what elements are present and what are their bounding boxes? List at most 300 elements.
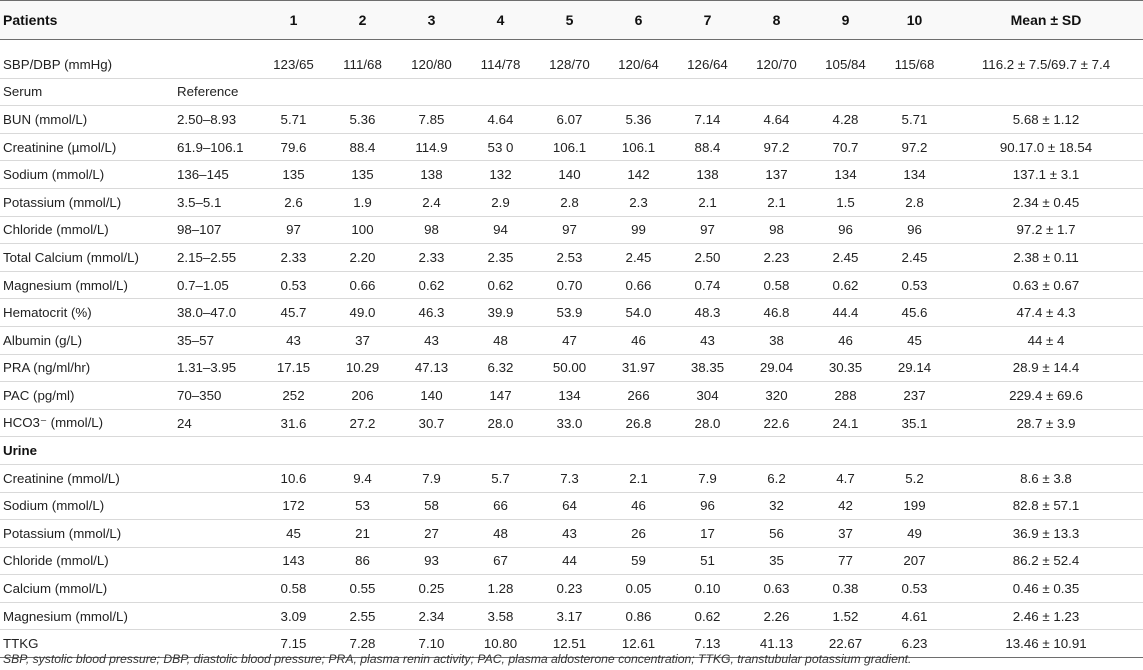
patient-3-value-cell: 7.9: [397, 464, 466, 492]
table-row: [0, 188, 1143, 216]
patient-2-value-cell: 2.20: [328, 244, 397, 272]
patient-10-value-cell: 5.2: [880, 464, 949, 492]
table-body: [0, 40, 1143, 658]
patient-1-value-cell: 252: [259, 382, 328, 410]
patient-9-value-cell: 46: [811, 326, 880, 354]
patient-7-value-cell: 97: [673, 216, 742, 244]
patient-7-value-cell: [673, 437, 742, 465]
reference-cell: [174, 602, 259, 630]
patient-1-value-cell: 45: [259, 520, 328, 548]
patient-7-value-cell: [673, 78, 742, 106]
patient-5-value-cell: 3.17: [535, 602, 604, 630]
patient-6-value-cell: [604, 78, 673, 106]
parameter-cell: Potassium (mmol/L): [0, 188, 174, 216]
patient-3-value-cell: [397, 437, 466, 465]
patient-5-value-cell: 6.07: [535, 106, 604, 134]
parameter-cell: PRA (ng/ml/hr): [0, 354, 174, 382]
patient-8-value-cell: 2.26: [742, 602, 811, 630]
patient-6-value-cell: 46: [604, 492, 673, 520]
reference-cell: 0.7–1.05: [174, 271, 259, 299]
patient-2-value-cell: 21: [328, 520, 397, 548]
patient-5-value-cell: 64: [535, 492, 604, 520]
patient-8-value-cell: 22.6: [742, 409, 811, 437]
patient-6-value-cell: 26.8: [604, 409, 673, 437]
header-cell-patient-7: 7: [673, 1, 742, 40]
patient-7-value-cell: 138: [673, 161, 742, 189]
patient-1-value-cell: 143: [259, 547, 328, 575]
patient-4-value-cell: 39.9: [466, 299, 535, 327]
patient-2-value-cell: [328, 437, 397, 465]
parameter-cell: Sodium (mmol/L): [0, 492, 174, 520]
mean-sd-cell: 116.2 ± 7.5/69.7 ± 7.4: [949, 40, 1143, 79]
patient-5-value-cell: 140: [535, 161, 604, 189]
patient-8-value-cell: 38: [742, 326, 811, 354]
table-header: [0, 1, 1143, 40]
patient-10-value-cell: 4.61: [880, 602, 949, 630]
table-row: [0, 326, 1143, 354]
patient-3-value-cell: 93: [397, 547, 466, 575]
reference-cell: [174, 575, 259, 603]
table-footnote: SBP, systolic blood pressure; DBP, diastolic blood pressure; PRA, plasma renin activity; PAC, plasma aldosterone concentration; TTKG, transtubular potassium gradient.: [3, 652, 912, 666]
patient-7-value-cell: 126/64: [673, 40, 742, 79]
patient-3-value-cell: 27: [397, 520, 466, 548]
patient-7-value-cell: 88.4: [673, 133, 742, 161]
patient-8-value-cell: 0.63: [742, 575, 811, 603]
patient-10-value-cell: 45: [880, 326, 949, 354]
patient-7-value-cell: 2.1: [673, 188, 742, 216]
patient-2-value-cell: 7.28: [328, 630, 397, 658]
mean-sd-cell: 0.46 ± 0.35: [949, 575, 1143, 603]
patient-8-value-cell: 35: [742, 547, 811, 575]
parameter-cell: SBP/DBP (mmHg): [0, 40, 174, 79]
header-cell-reference: [174, 1, 259, 40]
patient-5-value-cell: 7.3: [535, 464, 604, 492]
patient-1-value-cell: 17.15: [259, 354, 328, 382]
patient-9-value-cell: 0.38: [811, 575, 880, 603]
reference-cell: [174, 492, 259, 520]
mean-sd-cell: 86.2 ± 52.4: [949, 547, 1143, 575]
patient-10-value-cell: 115/68: [880, 40, 949, 79]
patient-8-value-cell: 97.2: [742, 133, 811, 161]
patient-6-value-cell: 2.3: [604, 188, 673, 216]
patient-5-value-cell: 33.0: [535, 409, 604, 437]
patient-5-value-cell: 2.53: [535, 244, 604, 272]
patient-6-value-cell: 59: [604, 547, 673, 575]
patient-7-value-cell: 48.3: [673, 299, 742, 327]
patient-9-value-cell: [811, 78, 880, 106]
patient-7-value-cell: 0.74: [673, 271, 742, 299]
patient-8-value-cell: 0.58: [742, 271, 811, 299]
patient-2-value-cell: 0.55: [328, 575, 397, 603]
patient-6-value-cell: 142: [604, 161, 673, 189]
patient-9-value-cell: 134: [811, 161, 880, 189]
patient-7-value-cell: 0.10: [673, 575, 742, 603]
patient-5-value-cell: 43: [535, 520, 604, 548]
patient-1-value-cell: 31.6: [259, 409, 328, 437]
patient-3-value-cell: 30.7: [397, 409, 466, 437]
patient-10-value-cell: 29.14: [880, 354, 949, 382]
header-cell-patients: Patients: [0, 1, 174, 40]
patient-2-value-cell: 88.4: [328, 133, 397, 161]
mean-sd-cell: [949, 78, 1143, 106]
table-row: [0, 602, 1143, 630]
mean-sd-cell: 28.7 ± 3.9: [949, 409, 1143, 437]
patient-8-value-cell: 137: [742, 161, 811, 189]
table-row: [0, 271, 1143, 299]
patient-6-value-cell: 2.1: [604, 464, 673, 492]
patient-8-value-cell: 41.13: [742, 630, 811, 658]
patient-9-value-cell: 22.67: [811, 630, 880, 658]
table-row: [0, 299, 1143, 327]
header-cell-patient-3: 3: [397, 1, 466, 40]
patient-10-value-cell: 0.53: [880, 271, 949, 299]
mean-sd-cell: 47.4 ± 4.3: [949, 299, 1143, 327]
patient-1-value-cell: 97: [259, 216, 328, 244]
table-row: [0, 437, 1143, 465]
table-row: [0, 547, 1143, 575]
patient-1-value-cell: 0.58: [259, 575, 328, 603]
patient-4-value-cell: 114/78: [466, 40, 535, 79]
patient-4-value-cell: 2.35: [466, 244, 535, 272]
parameter-cell: Albumin (g/L): [0, 326, 174, 354]
patient-8-value-cell: [742, 78, 811, 106]
patient-3-value-cell: 2.34: [397, 602, 466, 630]
patient-9-value-cell: 96: [811, 216, 880, 244]
patient-4-value-cell: [466, 437, 535, 465]
patient-3-value-cell: [397, 78, 466, 106]
table-row: [0, 409, 1143, 437]
patient-2-value-cell: 111/68: [328, 40, 397, 79]
patient-10-value-cell: 237: [880, 382, 949, 410]
patient-3-value-cell: 58: [397, 492, 466, 520]
patient-4-value-cell: 2.9: [466, 188, 535, 216]
patient-10-value-cell: 35.1: [880, 409, 949, 437]
patient-1-value-cell: 10.6: [259, 464, 328, 492]
header-cell-patient-2: 2: [328, 1, 397, 40]
patient-7-value-cell: 43: [673, 326, 742, 354]
patient-6-value-cell: 106.1: [604, 133, 673, 161]
reference-cell: 2.15–2.55: [174, 244, 259, 272]
patient-1-value-cell: 123/65: [259, 40, 328, 79]
patient-8-value-cell: 29.04: [742, 354, 811, 382]
patient-6-value-cell: [604, 437, 673, 465]
patient-8-value-cell: 4.64: [742, 106, 811, 134]
mean-sd-cell: 82.8 ± 57.1: [949, 492, 1143, 520]
reference-cell: [174, 40, 259, 79]
patient-5-value-cell: 0.23: [535, 575, 604, 603]
patient-3-value-cell: 2.4: [397, 188, 466, 216]
reference-cell: [174, 547, 259, 575]
mean-sd-cell: 90.17.0 ± 18.54: [949, 133, 1143, 161]
patient-6-value-cell: 54.0: [604, 299, 673, 327]
header-row: [0, 1, 1143, 40]
patient-4-value-cell: 48: [466, 326, 535, 354]
header-cell-mean-sd: Mean ± SD: [949, 1, 1143, 40]
mean-sd-cell: 229.4 ± 69.6: [949, 382, 1143, 410]
parameter-cell: Sodium (mmol/L): [0, 161, 174, 189]
table-row: [0, 492, 1143, 520]
patient-8-value-cell: 6.2: [742, 464, 811, 492]
table-row: [0, 133, 1143, 161]
patient-2-value-cell: 1.9: [328, 188, 397, 216]
patient-1-value-cell: 7.15: [259, 630, 328, 658]
patient-5-value-cell: 47: [535, 326, 604, 354]
patient-10-value-cell: 2.45: [880, 244, 949, 272]
patient-6-value-cell: 99: [604, 216, 673, 244]
patient-6-value-cell: 12.61: [604, 630, 673, 658]
patient-4-value-cell: 6.32: [466, 354, 535, 382]
parameter-cell: Total Calcium (mmol/L): [0, 244, 174, 272]
parameter-cell: Calcium (mmol/L): [0, 575, 174, 603]
reference-cell: 61.9–106.1: [174, 133, 259, 161]
patient-9-value-cell: 42: [811, 492, 880, 520]
patient-6-value-cell: 0.05: [604, 575, 673, 603]
patient-2-value-cell: 5.36: [328, 106, 397, 134]
patient-1-value-cell: 172: [259, 492, 328, 520]
mean-sd-cell: 28.9 ± 14.4: [949, 354, 1143, 382]
patient-7-value-cell: 28.0: [673, 409, 742, 437]
patient-7-value-cell: 7.14: [673, 106, 742, 134]
patient-2-value-cell: 37: [328, 326, 397, 354]
patient-9-value-cell: 105/84: [811, 40, 880, 79]
patient-5-value-cell: 12.51: [535, 630, 604, 658]
patient-2-value-cell: 9.4: [328, 464, 397, 492]
mean-sd-cell: 0.63 ± 0.67: [949, 271, 1143, 299]
patient-8-value-cell: 2.1: [742, 188, 811, 216]
patient-1-value-cell: [259, 78, 328, 106]
patient-1-value-cell: 45.7: [259, 299, 328, 327]
header-cell-patient-1: 1: [259, 1, 328, 40]
patient-2-value-cell: 10.29: [328, 354, 397, 382]
reference-cell: 98–107: [174, 216, 259, 244]
patient-9-value-cell: 24.1: [811, 409, 880, 437]
patient-10-value-cell: 5.71: [880, 106, 949, 134]
patient-1-value-cell: 0.53: [259, 271, 328, 299]
patient-4-value-cell: 4.64: [466, 106, 535, 134]
patient-3-value-cell: 0.25: [397, 575, 466, 603]
patient-9-value-cell: 70.7: [811, 133, 880, 161]
patient-9-value-cell: 77: [811, 547, 880, 575]
mean-sd-cell: [949, 437, 1143, 465]
patient-4-value-cell: 1.28: [466, 575, 535, 603]
mean-sd-cell: 97.2 ± 1.7: [949, 216, 1143, 244]
patient-6-value-cell: 266: [604, 382, 673, 410]
patient-7-value-cell: 2.50: [673, 244, 742, 272]
patient-10-value-cell: 199: [880, 492, 949, 520]
mean-sd-cell: 13.46 ± 10.91: [949, 630, 1143, 658]
patient-7-value-cell: 51: [673, 547, 742, 575]
reference-cell: Reference: [174, 78, 259, 106]
patient-8-value-cell: 98: [742, 216, 811, 244]
patient-9-value-cell: 0.62: [811, 271, 880, 299]
patient-2-value-cell: 27.2: [328, 409, 397, 437]
parameter-cell: Hematocrit (%): [0, 299, 174, 327]
patient-10-value-cell: 0.53: [880, 575, 949, 603]
patient-6-value-cell: 5.36: [604, 106, 673, 134]
patient-5-value-cell: 97: [535, 216, 604, 244]
table-row: [0, 244, 1143, 272]
patient-3-value-cell: 140: [397, 382, 466, 410]
reference-cell: 1.31–3.95: [174, 354, 259, 382]
table-row: [0, 161, 1143, 189]
patient-4-value-cell: 5.7: [466, 464, 535, 492]
patient-10-value-cell: 49: [880, 520, 949, 548]
patient-4-value-cell: 48: [466, 520, 535, 548]
table-row: [0, 464, 1143, 492]
patient-9-value-cell: 288: [811, 382, 880, 410]
patient-6-value-cell: 0.66: [604, 271, 673, 299]
mean-sd-cell: 2.34 ± 0.45: [949, 188, 1143, 216]
patient-10-value-cell: 134: [880, 161, 949, 189]
patient-2-value-cell: 86: [328, 547, 397, 575]
patient-4-value-cell: 66: [466, 492, 535, 520]
parameter-cell: Creatinine (µmol/L): [0, 133, 174, 161]
parameter-cell: Potassium (mmol/L): [0, 520, 174, 548]
patient-1-value-cell: 3.09: [259, 602, 328, 630]
header-cell-patient-6: 6: [604, 1, 673, 40]
patient-8-value-cell: 56: [742, 520, 811, 548]
patient-4-value-cell: 0.62: [466, 271, 535, 299]
patient-5-value-cell: 128/70: [535, 40, 604, 79]
header-cell-patient-5: 5: [535, 1, 604, 40]
patient-4-value-cell: 147: [466, 382, 535, 410]
table-row: [0, 575, 1143, 603]
patient-6-value-cell: 31.97: [604, 354, 673, 382]
parameter-cell: HCO3⁻ (mmol/L): [0, 409, 174, 437]
patient-1-value-cell: 135: [259, 161, 328, 189]
patient-5-value-cell: 53.9: [535, 299, 604, 327]
table-row: [0, 78, 1143, 106]
mean-sd-cell: 2.46 ± 1.23: [949, 602, 1143, 630]
patient-7-value-cell: 38.35: [673, 354, 742, 382]
mean-sd-cell: 137.1 ± 3.1: [949, 161, 1143, 189]
patient-2-value-cell: 206: [328, 382, 397, 410]
parameter-cell: Magnesium (mmol/L): [0, 271, 174, 299]
patient-2-value-cell: 0.66: [328, 271, 397, 299]
parameter-cell: Creatinine (mmol/L): [0, 464, 174, 492]
patient-3-value-cell: 138: [397, 161, 466, 189]
parameter-cell: Chloride (mmol/L): [0, 216, 174, 244]
mean-sd-cell: 2.38 ± 0.11: [949, 244, 1143, 272]
reference-cell: 24: [174, 409, 259, 437]
patient-5-value-cell: 50.00: [535, 354, 604, 382]
table-row: [0, 354, 1143, 382]
patient-3-value-cell: 0.62: [397, 271, 466, 299]
parameter-cell: BUN (mmol/L): [0, 106, 174, 134]
patient-10-value-cell: 97.2: [880, 133, 949, 161]
patient-3-value-cell: 2.33: [397, 244, 466, 272]
reference-cell: [174, 464, 259, 492]
parameter-cell: PAC (pg/ml): [0, 382, 174, 410]
patient-7-value-cell: 7.13: [673, 630, 742, 658]
patient-9-value-cell: 1.52: [811, 602, 880, 630]
patient-7-value-cell: 96: [673, 492, 742, 520]
patient-3-value-cell: 47.13: [397, 354, 466, 382]
patient-3-value-cell: 7.10: [397, 630, 466, 658]
mean-sd-cell: 44 ± 4: [949, 326, 1143, 354]
patient-9-value-cell: 44.4: [811, 299, 880, 327]
header-cell-patient-9: 9: [811, 1, 880, 40]
patient-2-value-cell: 2.55: [328, 602, 397, 630]
patient-2-value-cell: 135: [328, 161, 397, 189]
patient-2-value-cell: [328, 78, 397, 106]
patient-9-value-cell: 1.5: [811, 188, 880, 216]
patient-10-value-cell: 6.23: [880, 630, 949, 658]
parameter-cell: Chloride (mmol/L): [0, 547, 174, 575]
patient-5-value-cell: 44: [535, 547, 604, 575]
patient-10-value-cell: 2.8: [880, 188, 949, 216]
reference-cell: 136–145: [174, 161, 259, 189]
parameter-cell: Urine: [0, 437, 174, 465]
patient-1-value-cell: 43: [259, 326, 328, 354]
reference-cell: 35–57: [174, 326, 259, 354]
patient-4-value-cell: 3.58: [466, 602, 535, 630]
patient-6-value-cell: 0.86: [604, 602, 673, 630]
patient-8-value-cell: 120/70: [742, 40, 811, 79]
patient-4-value-cell: 10.80: [466, 630, 535, 658]
patient-1-value-cell: 5.71: [259, 106, 328, 134]
reference-cell: [174, 437, 259, 465]
patient-10-value-cell: 96: [880, 216, 949, 244]
table-row: [0, 106, 1143, 134]
patient-2-value-cell: 49.0: [328, 299, 397, 327]
patient-1-value-cell: 79.6: [259, 133, 328, 161]
patient-3-value-cell: 43: [397, 326, 466, 354]
patient-1-value-cell: 2.33: [259, 244, 328, 272]
patient-5-value-cell: 106.1: [535, 133, 604, 161]
reference-cell: 3.5–5.1: [174, 188, 259, 216]
patient-4-value-cell: 94: [466, 216, 535, 244]
parameter-cell: Serum: [0, 78, 174, 106]
patient-9-value-cell: [811, 437, 880, 465]
patient-3-value-cell: 114.9: [397, 133, 466, 161]
patient-8-value-cell: 2.23: [742, 244, 811, 272]
patient-4-value-cell: 53 0: [466, 133, 535, 161]
mean-sd-cell: 8.6 ± 3.8: [949, 464, 1143, 492]
patient-6-value-cell: 120/64: [604, 40, 673, 79]
mean-sd-cell: 5.68 ± 1.12: [949, 106, 1143, 134]
patient-1-value-cell: [259, 437, 328, 465]
patient-6-value-cell: 26: [604, 520, 673, 548]
patient-9-value-cell: 2.45: [811, 244, 880, 272]
patient-10-value-cell: [880, 78, 949, 106]
patient-7-value-cell: 0.62: [673, 602, 742, 630]
parameter-cell: Magnesium (mmol/L): [0, 602, 174, 630]
patient-10-value-cell: 45.6: [880, 299, 949, 327]
patient-5-value-cell: 0.70: [535, 271, 604, 299]
patient-9-value-cell: 4.7: [811, 464, 880, 492]
patient-9-value-cell: 37: [811, 520, 880, 548]
table-row: [0, 216, 1143, 244]
reference-cell: 70–350: [174, 382, 259, 410]
patient-3-value-cell: 120/80: [397, 40, 466, 79]
patient-6-value-cell: 2.45: [604, 244, 673, 272]
table-row: [0, 382, 1143, 410]
patient-3-value-cell: 46.3: [397, 299, 466, 327]
patient-4-value-cell: 28.0: [466, 409, 535, 437]
patient-5-value-cell: 134: [535, 382, 604, 410]
table-row: [0, 520, 1143, 548]
header-cell-patient-10: 10: [880, 1, 949, 40]
patient-7-value-cell: 17: [673, 520, 742, 548]
patient-8-value-cell: [742, 437, 811, 465]
patient-3-value-cell: 98: [397, 216, 466, 244]
patient-4-value-cell: 132: [466, 161, 535, 189]
table-row: [0, 40, 1143, 79]
patient-7-value-cell: 304: [673, 382, 742, 410]
patient-8-value-cell: 46.8: [742, 299, 811, 327]
patient-2-value-cell: 100: [328, 216, 397, 244]
